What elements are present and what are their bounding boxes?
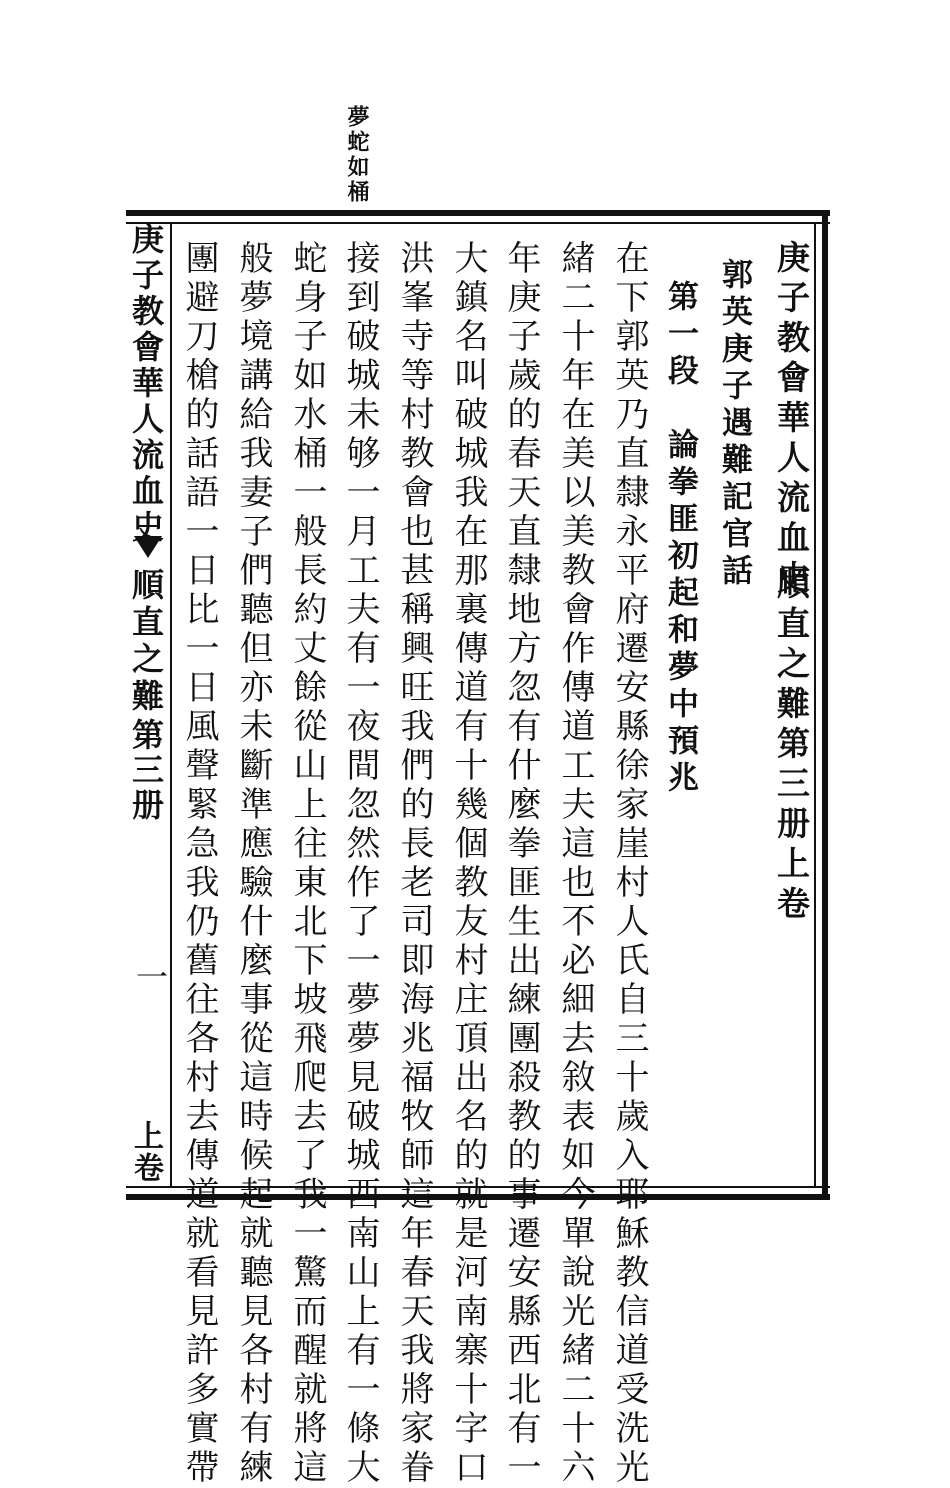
top-note: 夢蛇如桶 — [344, 105, 370, 205]
body-column: 般夢境講給我妻子們聽但亦未斷準應驗什麼事從這時候起就聽見各村有練 — [233, 240, 273, 1488]
margin-page-number: 一 — [131, 960, 169, 992]
body-column: 緒二十年在美以美教會作傳道工夫這也不必細去敘表如今單說光緒二十六 — [555, 240, 595, 1488]
header-section: 順直之難第三册上卷 — [772, 566, 811, 926]
top-rule-thin — [126, 222, 830, 224]
margin-section: 順直之難 — [127, 568, 165, 716]
article-heading: 第一段 論拳匪初起和夢中預兆 — [662, 280, 698, 798]
right-border-thick — [822, 210, 828, 1200]
body-column: 蛇身子如水桶一般長約丈餘從山上往東北下坡飛爬去了我一驚而醒就將這 — [287, 240, 327, 1488]
right-border-thin — [814, 222, 816, 1188]
margin-title: 庚子教會華人流血史 — [127, 222, 165, 546]
margin-part: 上卷 — [128, 1120, 163, 1184]
body-column: 大鎮名叫破城我在那裏傳道有十幾個教友村庄頂出名的就是河南寨十字口 — [448, 240, 488, 1488]
body-column: 團避刀槍的話語一日比一日風聲緊急我仍舊往各村去傳道就看見許多實帶 — [179, 240, 219, 1488]
body-column: 年庚子歲的春天直隸地方忽有什麼拳匪生出練團殺教的事遷安縣西北有一 — [501, 240, 541, 1488]
body-column: 接到破城未够一月工夫有一夜間忽然作了一夢夢見破城西南山上有一條大 — [340, 240, 380, 1488]
header-title: 庚子教會華人流血史 — [772, 240, 811, 600]
body-column: 洪峯寺等村教會也甚稱興旺我們的長老司即海兆福牧師這年春天我將家眷 — [394, 240, 434, 1488]
article-subtitle: 郭英庚子遇難記官話 — [716, 258, 752, 591]
body-column: 在下郭英乃直隸永平府遷安縣徐家崖村人氏自三十歲入耶穌教信道受洗光 — [609, 240, 649, 1488]
top-rule-thick — [126, 210, 830, 216]
fore-edge-divider — [170, 222, 172, 1188]
margin-volume: 第三册 — [127, 718, 165, 823]
fishtail-mark — [134, 536, 162, 558]
